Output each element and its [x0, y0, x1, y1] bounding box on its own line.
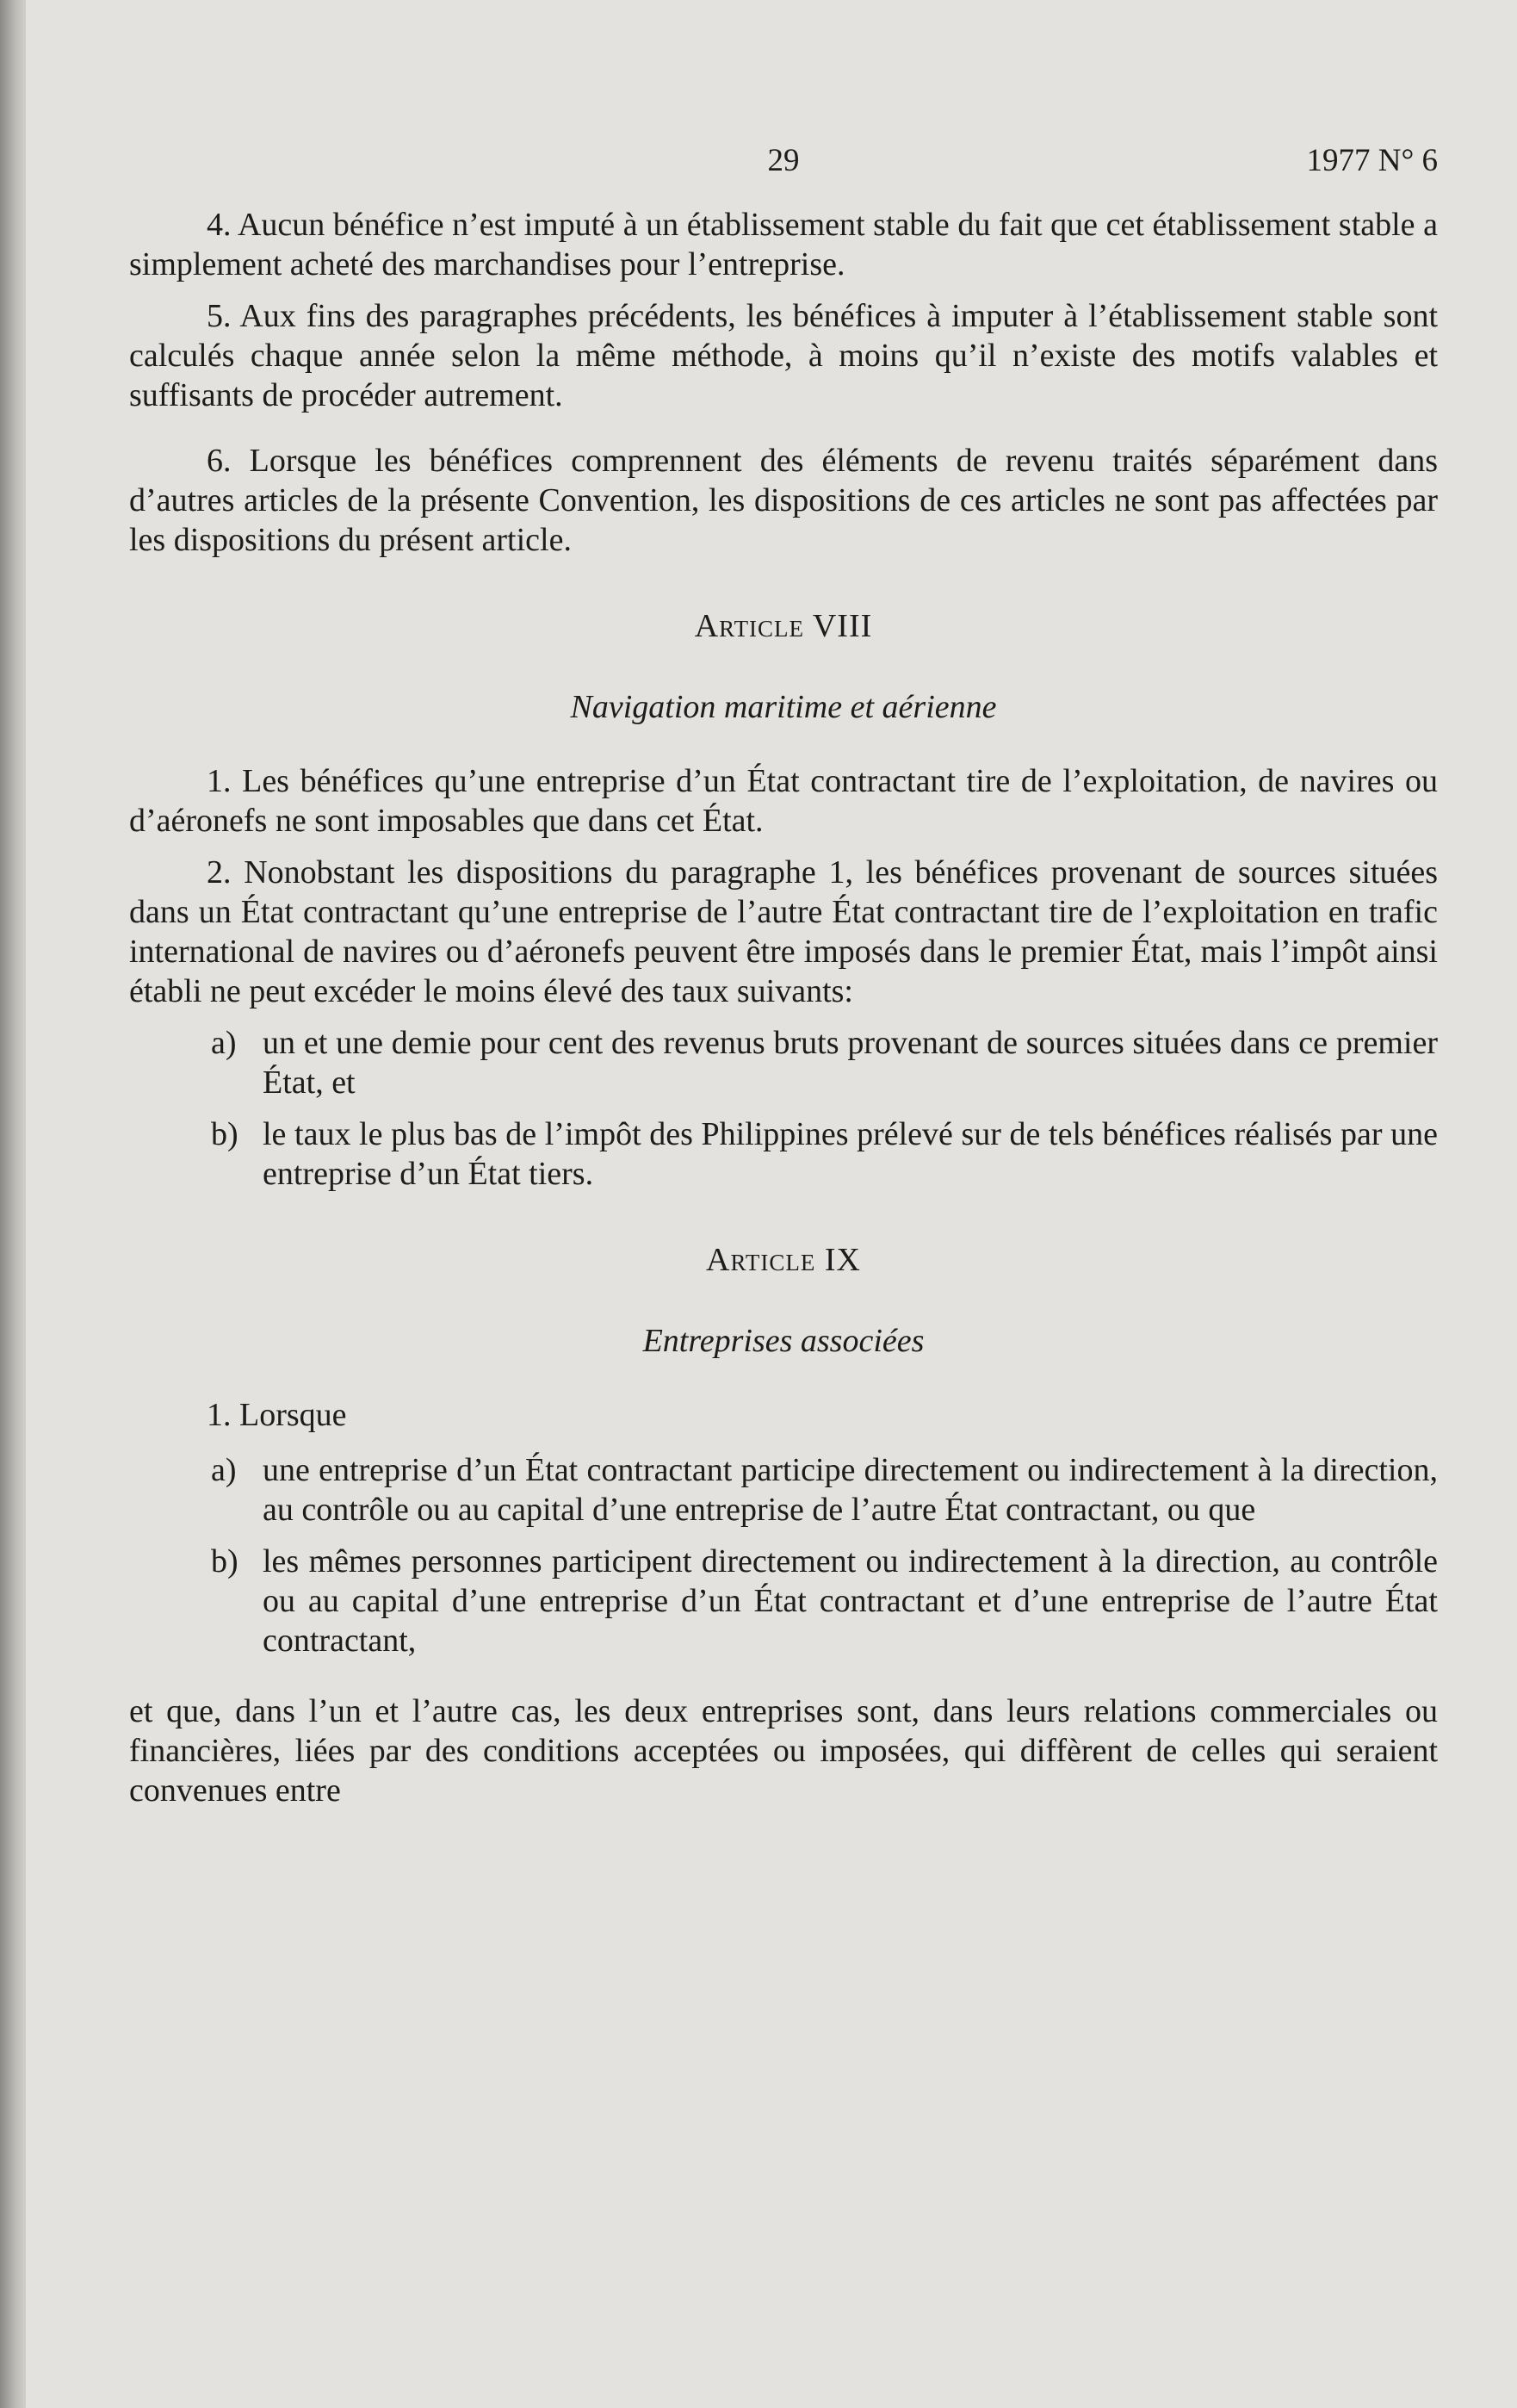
item-letter: a) [211, 1452, 237, 1488]
article-9-title: Article IX [706, 1242, 861, 1278]
document-body [129, 205, 1438, 1810]
item-text: une entreprise d’un État contractant participe directement ou indirectement à la direction, au contrôle ou au capital d’une entreprise de l’autre État contractant, ou que [263, 1452, 1438, 1528]
item-letter: b) [211, 1543, 238, 1579]
article-9-continuation: et que, dans l’un et l’autre cas, les deux entreprises sont, dans leurs relations commerciales ou financières, liées par des conditions acceptées ou imposées, qui diffèrent de celles qui seraient convenues entre [129, 1693, 1438, 1809]
article-8-title: Article VIII [694, 608, 873, 644]
page-number: 29 [767, 143, 800, 178]
article-9-item-b [129, 1542, 1438, 1660]
article-9-item-a [129, 1450, 1438, 1530]
paragraph-5: 5. Aux fins des paragraphes précédents, les bénéfices à imputer à l’établissement stable sont calculés chaque année selon la même méthode, à moins qu’il n’existe des motifs valables et suffisants de procéder autrement. [129, 298, 1438, 413]
item-text: le taux le plus bas de l’impôt des Philippines prélevé sur de tels bénéfices réalisés par une entreprise d’un État tiers. [263, 1116, 1438, 1192]
article-9-subtitle: Entreprises associées [642, 1323, 925, 1359]
page-binding-shadow [0, 0, 26, 2408]
item-text: les mêmes personnes participent directement ou indirectement à la direction, au contrôle ou au capital d’une entreprise d’un État contractant et d’une entreprise de l’autre État contractant, [263, 1543, 1438, 1659]
paragraph-6: 6. Lorsque les bénéfices comprennent des éléments de revenu traités séparément dans d’autres articles de la présente Convention, les dispositions de ces articles ne sont pas affectées par les dispositions du présent article. [129, 443, 1438, 558]
article-9-lead: 1. Lorsque [207, 1397, 347, 1433]
item-letter: b) [211, 1116, 238, 1152]
article-8-item-b [129, 1114, 1438, 1194]
article-8-paragraph-2: 2. Nonobstant les dispositions du paragraphe 1, les bénéfices provenant de sources situées dans un État contractant qu’une entreprise de l’autre État contractant tire de l’exploitation en trafic international de navires ou d’aéronefs peuvent être imposés dans le premier État, mais l’impôt ainsi établi ne peut excéder le moins élevé des taux suivants: [129, 854, 1438, 1009]
article-8-paragraph-1: 1. Les bénéfices qu’une entreprise d’un État contractant tire de l’exploitation, de navires ou d’aéronefs ne sont imposables que dans cet État. [129, 763, 1438, 839]
document-reference: 1977 N° 6 [1306, 143, 1438, 178]
page-header [129, 142, 1438, 185]
article-8-subtitle: Navigation maritime et aérienne [570, 689, 997, 725]
paragraph-4: 4. Aucun bénéfice n’est imputé à un établissement stable du fait que cet établissement stable a simplement acheté des marchandises pour l’entreprise. [129, 207, 1438, 282]
item-letter: a) [211, 1025, 237, 1061]
item-text: un et une demie pour cent des revenus bruts provenant de sources situées dans ce premier État, et [263, 1025, 1438, 1101]
article-8-item-a [129, 1023, 1438, 1102]
